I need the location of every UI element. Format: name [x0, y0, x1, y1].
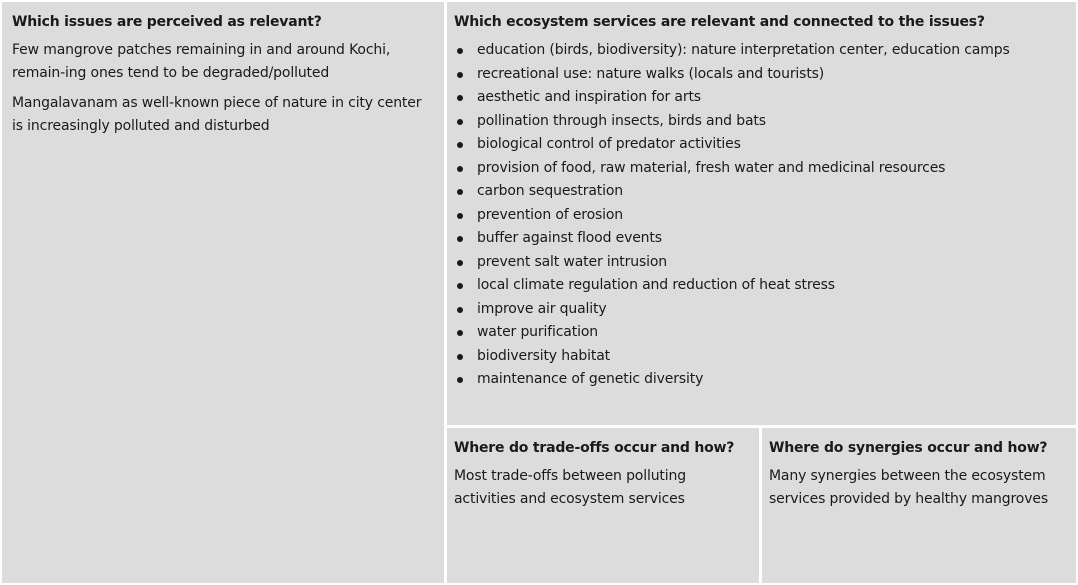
- list-item: [454, 204, 1066, 228]
- tradeoffs-text: Most trade-offs between polluting activities and ecosystem services: [454, 468, 686, 507]
- list-item: [454, 274, 1066, 298]
- list-item: [454, 63, 1066, 87]
- service-label: recreational use: nature walks (locals and tourists): [477, 65, 825, 82]
- service-label: provision of food, raw material, fresh water and medicinal resources: [477, 159, 946, 176]
- services-list: [454, 39, 1066, 392]
- list-item: [454, 86, 1066, 110]
- bullet-icon: [457, 166, 463, 172]
- list-item: [454, 251, 1066, 275]
- service-label: biological control of predator activities: [477, 136, 741, 152]
- synergies-heading: Where do synergies occur and how?: [769, 440, 1048, 456]
- service-label: prevent salt water intrusion: [477, 253, 668, 270]
- bullet-icon: [457, 377, 463, 383]
- list-item: [454, 298, 1066, 322]
- tradeoffs-heading: Where do trade-offs occur and how?: [454, 440, 735, 456]
- service-label: water purification: [477, 324, 598, 340]
- bullet-icon: [457, 142, 463, 148]
- synergies-text: Many synergies between the ecosystem services provided by healthy mangroves: [769, 468, 1048, 507]
- service-label: carbon sequestration: [477, 183, 624, 199]
- service-label: maintenance of genetic diversity: [477, 371, 704, 387]
- service-label: pollination through insects, birds and bats: [477, 112, 766, 129]
- list-item: [454, 180, 1066, 204]
- bullet-icon: [457, 260, 463, 266]
- list-item: [454, 110, 1066, 134]
- issues-panel: [2, 2, 444, 583]
- list-item: [454, 227, 1066, 251]
- service-label: biodiversity habitat: [477, 347, 610, 364]
- service-label: prevention of erosion: [477, 206, 624, 223]
- list-item: [454, 368, 1066, 392]
- service-label: education (birds, biodiversity): nature interpretation center, education camps: [477, 42, 1010, 58]
- services-heading: Which ecosystem services are relevant and connected to the issues?: [454, 14, 985, 30]
- list-item: [454, 321, 1066, 345]
- bullet-icon: [457, 48, 463, 54]
- bullet-icon: [457, 119, 463, 125]
- service-label: buffer against flood events: [477, 230, 662, 246]
- bullet-icon: [457, 330, 463, 336]
- bullet-icon: [457, 307, 463, 313]
- tradeoffs-panel: [447, 428, 759, 583]
- bullet-icon: [457, 213, 463, 219]
- service-label: local climate regulation and reduction of heat stress: [477, 277, 835, 293]
- service-label: aesthetic and inspiration for arts: [477, 89, 701, 105]
- bullet-icon: [457, 236, 463, 242]
- services-panel: [447, 2, 1076, 425]
- issues-heading: Which issues are perceived as relevant?: [12, 14, 322, 30]
- issues-paragraph: Mangalavanam as well-known piece of nature in city center is increasingly polluted and disturbed: [12, 95, 422, 134]
- bullet-icon: [457, 283, 463, 289]
- bullet-icon: [457, 72, 463, 78]
- bullet-icon: [457, 354, 463, 360]
- list-item: [454, 39, 1066, 63]
- service-label: improve air quality: [477, 300, 607, 317]
- list-item: [454, 345, 1066, 369]
- list-item: [454, 157, 1066, 181]
- synergies-panel: [762, 428, 1076, 583]
- issues-paragraph: Few mangrove patches remaining in and around Kochi, remain-ing ones tend to be degraded/polluted: [12, 42, 391, 81]
- bullet-icon: [457, 95, 463, 101]
- bullet-icon: [457, 189, 463, 195]
- list-item: [454, 133, 1066, 157]
